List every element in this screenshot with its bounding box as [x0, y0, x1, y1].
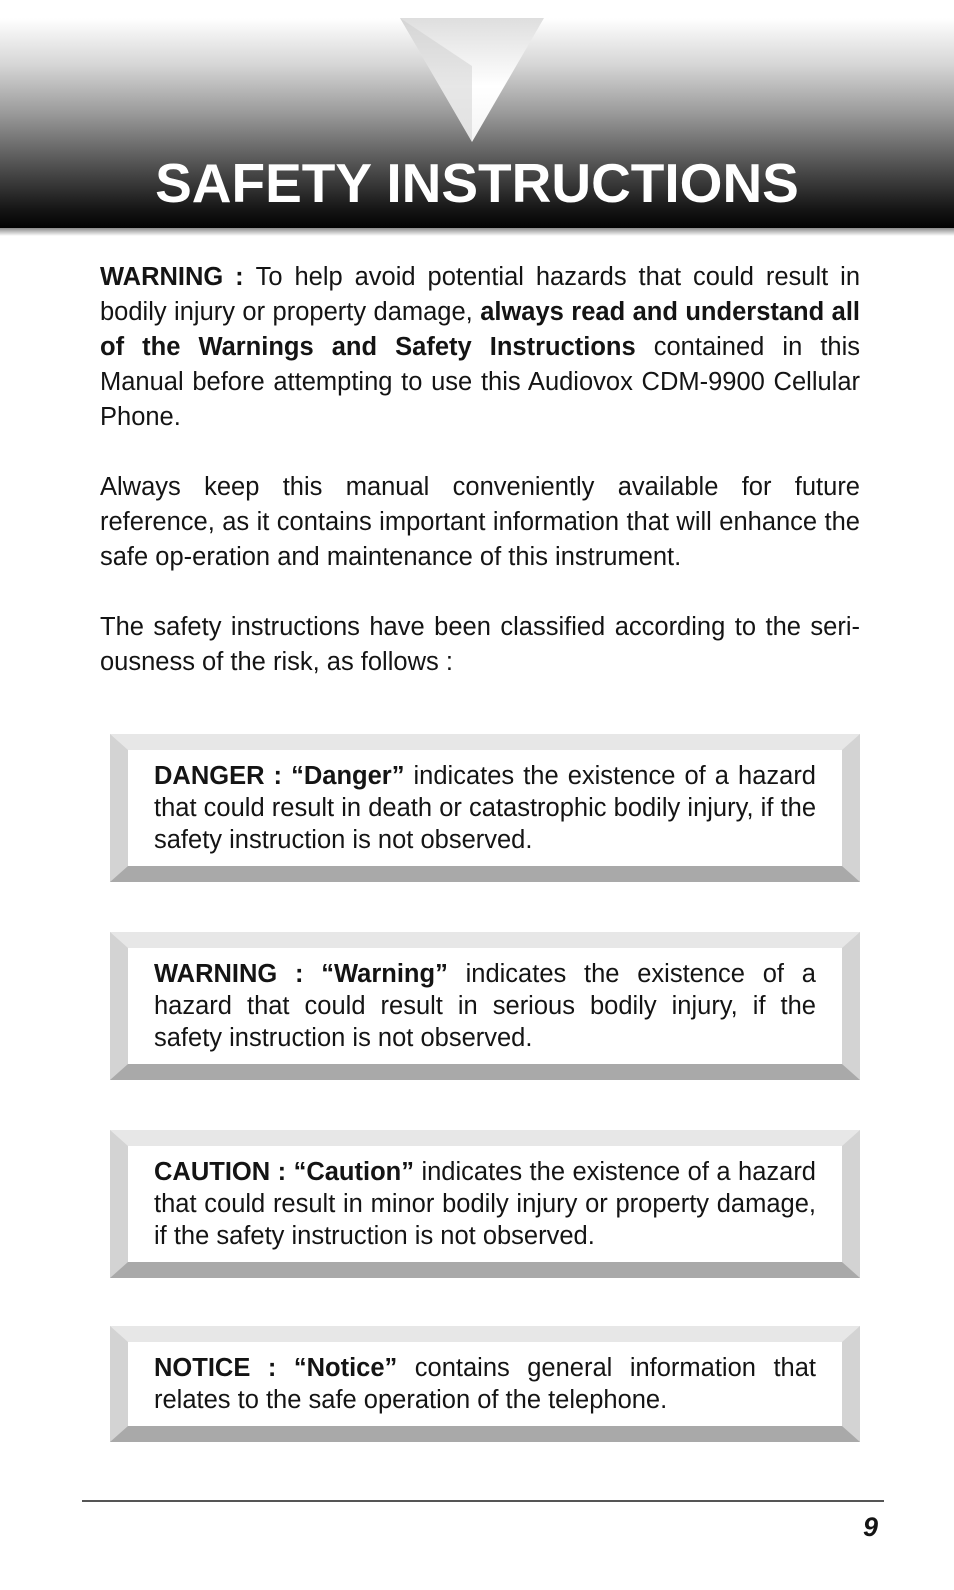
- caution-description: indicates the existence of a hazard that could result in minor bodily injury or property damage, if the safety instruction is not observed.: [154, 1158, 816, 1250]
- notice-text: [154, 1352, 816, 1416]
- danger-text: [154, 760, 816, 856]
- warning-label: WARNING :: [100, 263, 256, 291]
- warning-text-1: To help avoid potential hazards that could result in bodily injury or property damage,: [100, 263, 861, 326]
- caution-text: [154, 1156, 816, 1252]
- header-shadow: [0, 228, 954, 236]
- warning-paragraph: [100, 260, 860, 435]
- classification-paragraph: The safety instructions have been classified according to the seri-ousness of the risk, as follows :: [100, 613, 860, 676]
- page-title: SAFETY INSTRUCTIONS: [155, 152, 799, 214]
- caution-box: [110, 1130, 860, 1278]
- warning-bold-text: always read and understand all of the Warnings and Safety Instructions: [100, 298, 860, 361]
- footer-rule: [82, 1500, 884, 1502]
- warning-box-description: indicates the existence of a hazard that could result in serious bodily injury, if the safety instruction is not observed.: [154, 960, 816, 1052]
- warning-text-2: contained in this Manual before attempting to use this Audiovox CDM-9900 Cellular Phone.: [100, 333, 861, 431]
- warning-box-text: [154, 958, 816, 1054]
- caution-label: CAUTION : “Caution”: [154, 1158, 414, 1186]
- reference-paragraph: Always keep this manual conveniently available for future reference, as it contains important information that will enhance the safe op-eration and maintenance of this instrument.: [100, 473, 860, 571]
- notice-label: NOTICE : “Notice”: [154, 1354, 398, 1382]
- danger-description: indicates the existence of a hazard that could result in death or catastrophic bodily injury, if the safety instruction is not observed.: [154, 762, 816, 854]
- warning-box-label: WARNING : “Warning”: [154, 960, 448, 988]
- notice-description: contains general information that relates to the safe operation of the telephone.: [154, 1354, 816, 1414]
- warning-box: [110, 932, 860, 1080]
- notice-box: [110, 1326, 860, 1442]
- danger-box: [110, 734, 860, 882]
- danger-label: DANGER : “Danger”: [154, 762, 405, 790]
- down-triangle-icon: [400, 18, 544, 142]
- page-number: 9: [862, 1512, 878, 1542]
